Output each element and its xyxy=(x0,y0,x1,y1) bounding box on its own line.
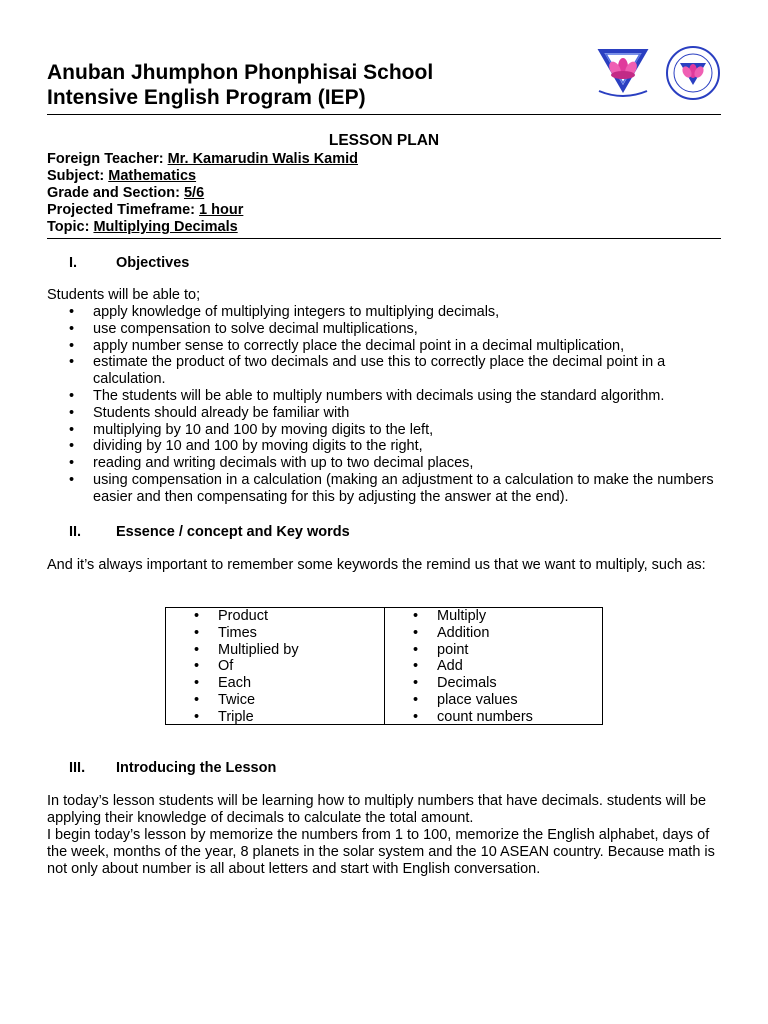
list-item: • Multiply xyxy=(385,608,602,625)
section-objectives-heading xyxy=(69,255,189,271)
logos xyxy=(595,45,721,101)
list-item: • Twice xyxy=(166,692,384,709)
timeframe-value: 1 hour xyxy=(199,202,244,218)
list-item: • count numbers xyxy=(385,709,602,726)
introduction-paragraph-2: I begin today’s lesson by memorize the numbers from 1 to 100, memorize the English alphabet, days of the week, months of the year, 8 planets in the solar system and the 10 ASEAN country. Because math is not only about number is all about letters and start with English conversation. xyxy=(47,827,715,877)
timeframe-line xyxy=(47,202,721,219)
list-item: • Multiplied by xyxy=(166,642,384,659)
section-introduction-heading xyxy=(69,760,276,776)
objectives-intro: Students will be able to; xyxy=(47,287,201,303)
introduction-paragraph-1: In today’s lesson students will be learning how to multiply numbers that have decimals. students will be applying their knowledge of decimals to calculate the total amount. xyxy=(47,793,707,826)
list-item: • Addition xyxy=(385,625,602,642)
teacher-value: Mr. Kamarudin Walis Kamid xyxy=(167,151,359,167)
document-header xyxy=(47,60,721,115)
list-item: • using compensation in a calculation (making an adjustment to a calculation to make the numbers easier and then compensating for this by adjusting the answer at the end). xyxy=(47,472,721,506)
list-item: • reading and writing decimals with up to two decimal places, xyxy=(47,455,721,472)
school-lotus-emblem-icon xyxy=(595,45,651,101)
section-number: III. xyxy=(69,760,86,776)
list-item: • estimate the product of two decimals and use this to correctly place the decimal point in a calculation. xyxy=(47,354,721,388)
list-item: • Students should already be familiar with xyxy=(47,405,721,422)
grade-label: Grade and Section: xyxy=(47,185,184,201)
topic-value: Multiplying Decimals xyxy=(93,219,238,235)
lesson-plan-title: LESSON PLAN xyxy=(328,132,440,149)
school-name-line2: Intensive English Program (IEP) xyxy=(47,86,366,109)
grade-line xyxy=(47,185,721,202)
list-item: • Add xyxy=(385,658,602,675)
list-item: • multiplying by 10 and 100 by moving digits to the left, xyxy=(47,422,721,439)
topic-line xyxy=(47,219,721,236)
section-number: I. xyxy=(69,255,78,271)
section-title: Essence / concept and Key words xyxy=(116,524,350,540)
list-item: • dividing by 10 and 100 by moving digits to the right, xyxy=(47,438,721,455)
list-item: • apply knowledge of multiplying integers to multiplying decimals, xyxy=(47,304,721,321)
subject-line xyxy=(47,168,721,185)
list-item: • Each xyxy=(166,675,384,692)
list-item: • point xyxy=(385,642,602,659)
list-item: • Product xyxy=(166,608,384,625)
subject-label: Subject: xyxy=(47,168,109,184)
list-item: • use compensation to solve decimal multiplications, xyxy=(47,321,721,338)
list-item: • Triple xyxy=(166,709,384,726)
keywords-left-column xyxy=(166,608,384,724)
grade-value: 5/6 xyxy=(183,185,205,201)
iep-emblem-icon xyxy=(665,45,721,101)
teacher-label: Foreign Teacher: xyxy=(47,151,168,167)
list-item: • Times xyxy=(166,625,384,642)
keywords-intro: And it’s always important to remember some keywords the remind us that we want to multiply, such as: xyxy=(47,557,706,573)
list-item: • The students will be able to multiply numbers with decimals using the standard algorithm. xyxy=(47,388,721,405)
subject-value: Mathematics xyxy=(108,168,197,184)
keywords-right-column xyxy=(384,608,602,724)
section-number: II. xyxy=(69,524,82,540)
section-title: Objectives xyxy=(116,255,190,271)
list-item: • Of xyxy=(166,658,384,675)
topic-label: Topic: xyxy=(47,219,94,235)
teacher-line xyxy=(47,151,721,168)
keywords-table xyxy=(165,607,603,725)
list-item: • Decimals xyxy=(385,675,602,692)
section-title: Introducing the Lesson xyxy=(116,760,277,776)
objectives-list xyxy=(47,304,721,506)
school-name-line1: Anuban Jhumphon Phonphisai School xyxy=(47,61,434,84)
lesson-info-block xyxy=(47,131,721,239)
list-item: • place values xyxy=(385,692,602,709)
section-keywords-heading xyxy=(69,524,350,540)
timeframe-label: Projected Timeframe: xyxy=(47,202,200,218)
list-item: • apply number sense to correctly place the decimal point in a decimal multiplication, xyxy=(47,338,721,355)
